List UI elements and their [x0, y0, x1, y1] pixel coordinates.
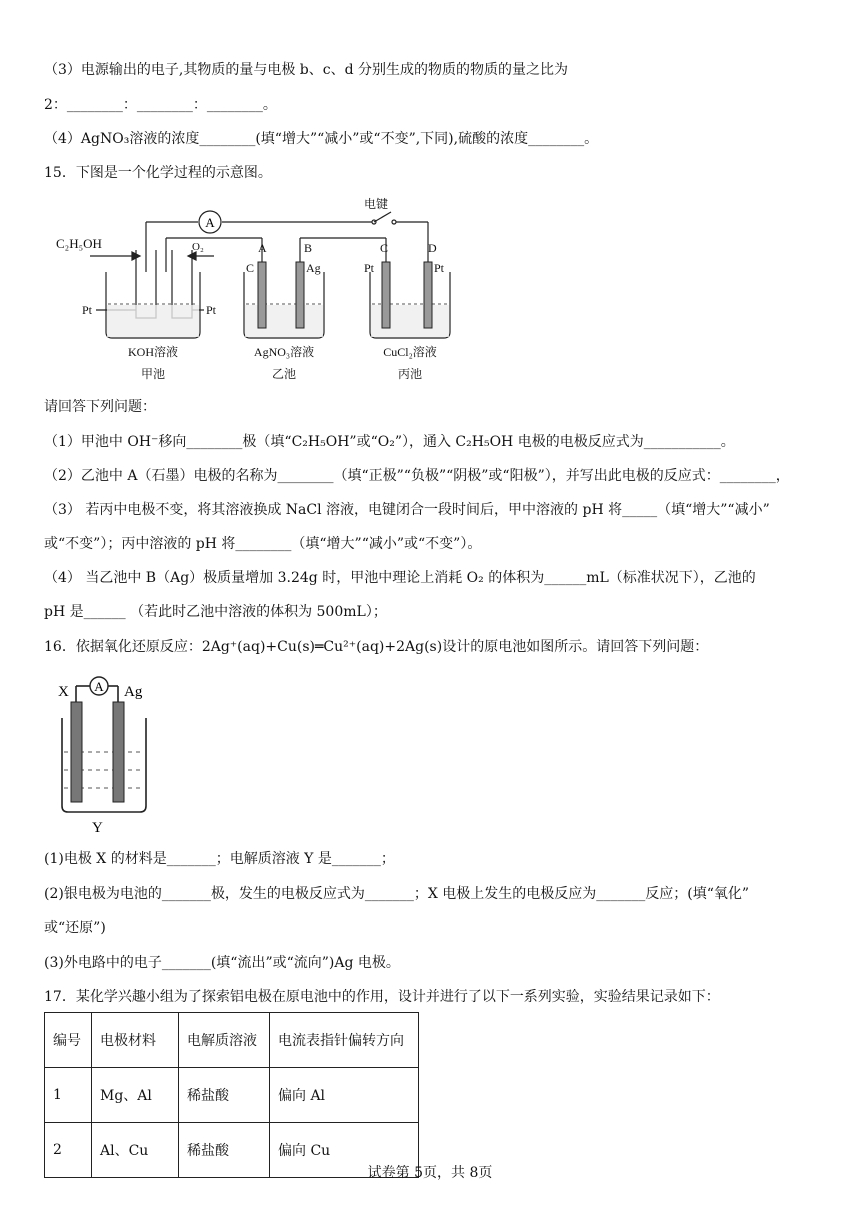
q14-part4: （4）AgNO₃溶液的浓度________(填“增大”“减小”或“不变”,下同),硫酸的浓度________。 [44, 131, 599, 147]
experiment-table [44, 1012, 419, 1178]
q15-part1: （1）甲池中 OH⁻移向________极（填“C₂H₅OH”或“O₂”），通入 C₂H₅OH 电极的电极反应式为___________。 [44, 434, 735, 450]
electrode-material-c: Pt [364, 261, 375, 275]
o2-label: O₂ [192, 241, 204, 253]
solution-yi: AgNO₃溶液 [253, 345, 315, 359]
table-header-cell: 电极材料 [92, 1013, 179, 1068]
table-cell: Al、Cu [92, 1123, 179, 1178]
cell-jia: 甲池 [140, 367, 166, 381]
table-row [45, 1068, 419, 1123]
table-cell: 2 [45, 1123, 92, 1178]
q15-part3-line2: 或“不变”）；丙中溶液的 pH 将________（填“增大”“减小”或“不变”）。 [44, 536, 482, 552]
q17-title: 17．某化学兴趣小组为了探索铝电极在原电池中的作用，设计并进行了以下一系列实验，实验结果记录如下： [44, 989, 720, 1005]
table-cell: Mg、Al [92, 1068, 179, 1123]
figure-15-electrochemical-setup [56, 192, 456, 388]
figure-16-galvanic-cell [56, 670, 156, 836]
electrode-letter-b: B [304, 241, 313, 255]
cell-bing: 丙池 [397, 367, 423, 381]
ammeter-label: A [94, 679, 104, 694]
q14-part3-line2: 2：________：________：________。 [44, 97, 277, 113]
table-cell: 1 [45, 1068, 92, 1123]
solution-jia: KOH溶液 [128, 345, 178, 359]
q16-title: 16．依据氧化还原反应：2Ag⁺(aq)+Cu(s)═Cu²⁺(aq)+2Ag(s)设计的原电池如图所示。请回答下列问题： [44, 639, 709, 655]
table-cell: 稀盐酸 [179, 1123, 270, 1178]
q16-part2-line2: 或“还原”) [44, 920, 106, 936]
electrode-x-label: X [58, 684, 69, 700]
page-footer: 试卷第 5页，共 8页 [367, 1165, 493, 1181]
electrode-material-b: Ag [306, 261, 321, 275]
electrode-material-d: Pt [434, 261, 445, 275]
table-header-cell: 电解质溶液 [179, 1013, 270, 1068]
electrode-material-a: C [246, 261, 255, 275]
ammeter-label: A [205, 215, 215, 230]
q15-part4-line1: （4） 当乙池中 B（Ag）极质量增加 3.24g 时，甲池中理论上消耗 O₂ 的体积为______mL（标准状况下），乙池的 [44, 570, 756, 586]
table-cell: 偏向 Al [270, 1068, 419, 1123]
cell-yi: 乙池 [271, 367, 297, 381]
electrode-ag-label: Ag [124, 684, 143, 700]
pt-right-label: Pt [206, 303, 217, 317]
switch-label: 电键 [364, 197, 389, 211]
q16-part2-line1: (2)银电极为电池的_______极，发生的电极反应式为_______；X 电极上发生的电极反应为_______反应；(填“氧化” [44, 886, 750, 902]
electrode-letter-c: C [380, 241, 389, 255]
q16-part3: (3)外电路中的电子_______(填“流出”或“流向”)Ag 电极。 [44, 955, 400, 971]
solution-bing: CuCl₂溶液 [383, 345, 437, 359]
electrode-letter-a: A [258, 241, 267, 255]
q14-part3-line1: （3）电源输出的电子,其物质的量与电极 b、c、d 分别生成的物质的物质的量之比为 [44, 62, 569, 78]
q15-title: 15．下图是一个化学过程的示意图。 [44, 165, 272, 181]
c2h5oh-label: C₂H₅OH [56, 236, 102, 251]
q16-part1: (1)电极 X 的材料是_______；电解质溶液 Y 是_______； [44, 851, 395, 867]
q15-part3-line1: （3） 若丙中电极不变，将其溶液换成 NaCl 溶液，电键闭合一段时间后，甲中溶液的 pH 将_____（填“增大”“减小” [44, 502, 770, 518]
electrode-letter-d: D [428, 241, 437, 255]
table-header-cell: 电流表指针偏转方向 [270, 1013, 419, 1068]
q15-part4-line2: pH 是______ （若此时乙池中溶液的体积为 500mL）； [44, 604, 387, 620]
q15-prompt: 请回答下列问题： [44, 399, 156, 415]
table-header-row [45, 1013, 419, 1068]
pt-left-label: Pt [81, 303, 92, 317]
q15-part2: （2）乙池中 A（石墨）电极的名称为________（填“正极”“负极”“阴极”或“阳极”），并写出此电极的反应式：________， [44, 468, 790, 484]
table-cell: 偏向 Cu [270, 1123, 419, 1178]
solution-y-label: Y [92, 820, 103, 836]
table-header-cell: 编号 [45, 1013, 92, 1068]
table-cell: 稀盐酸 [179, 1068, 270, 1123]
